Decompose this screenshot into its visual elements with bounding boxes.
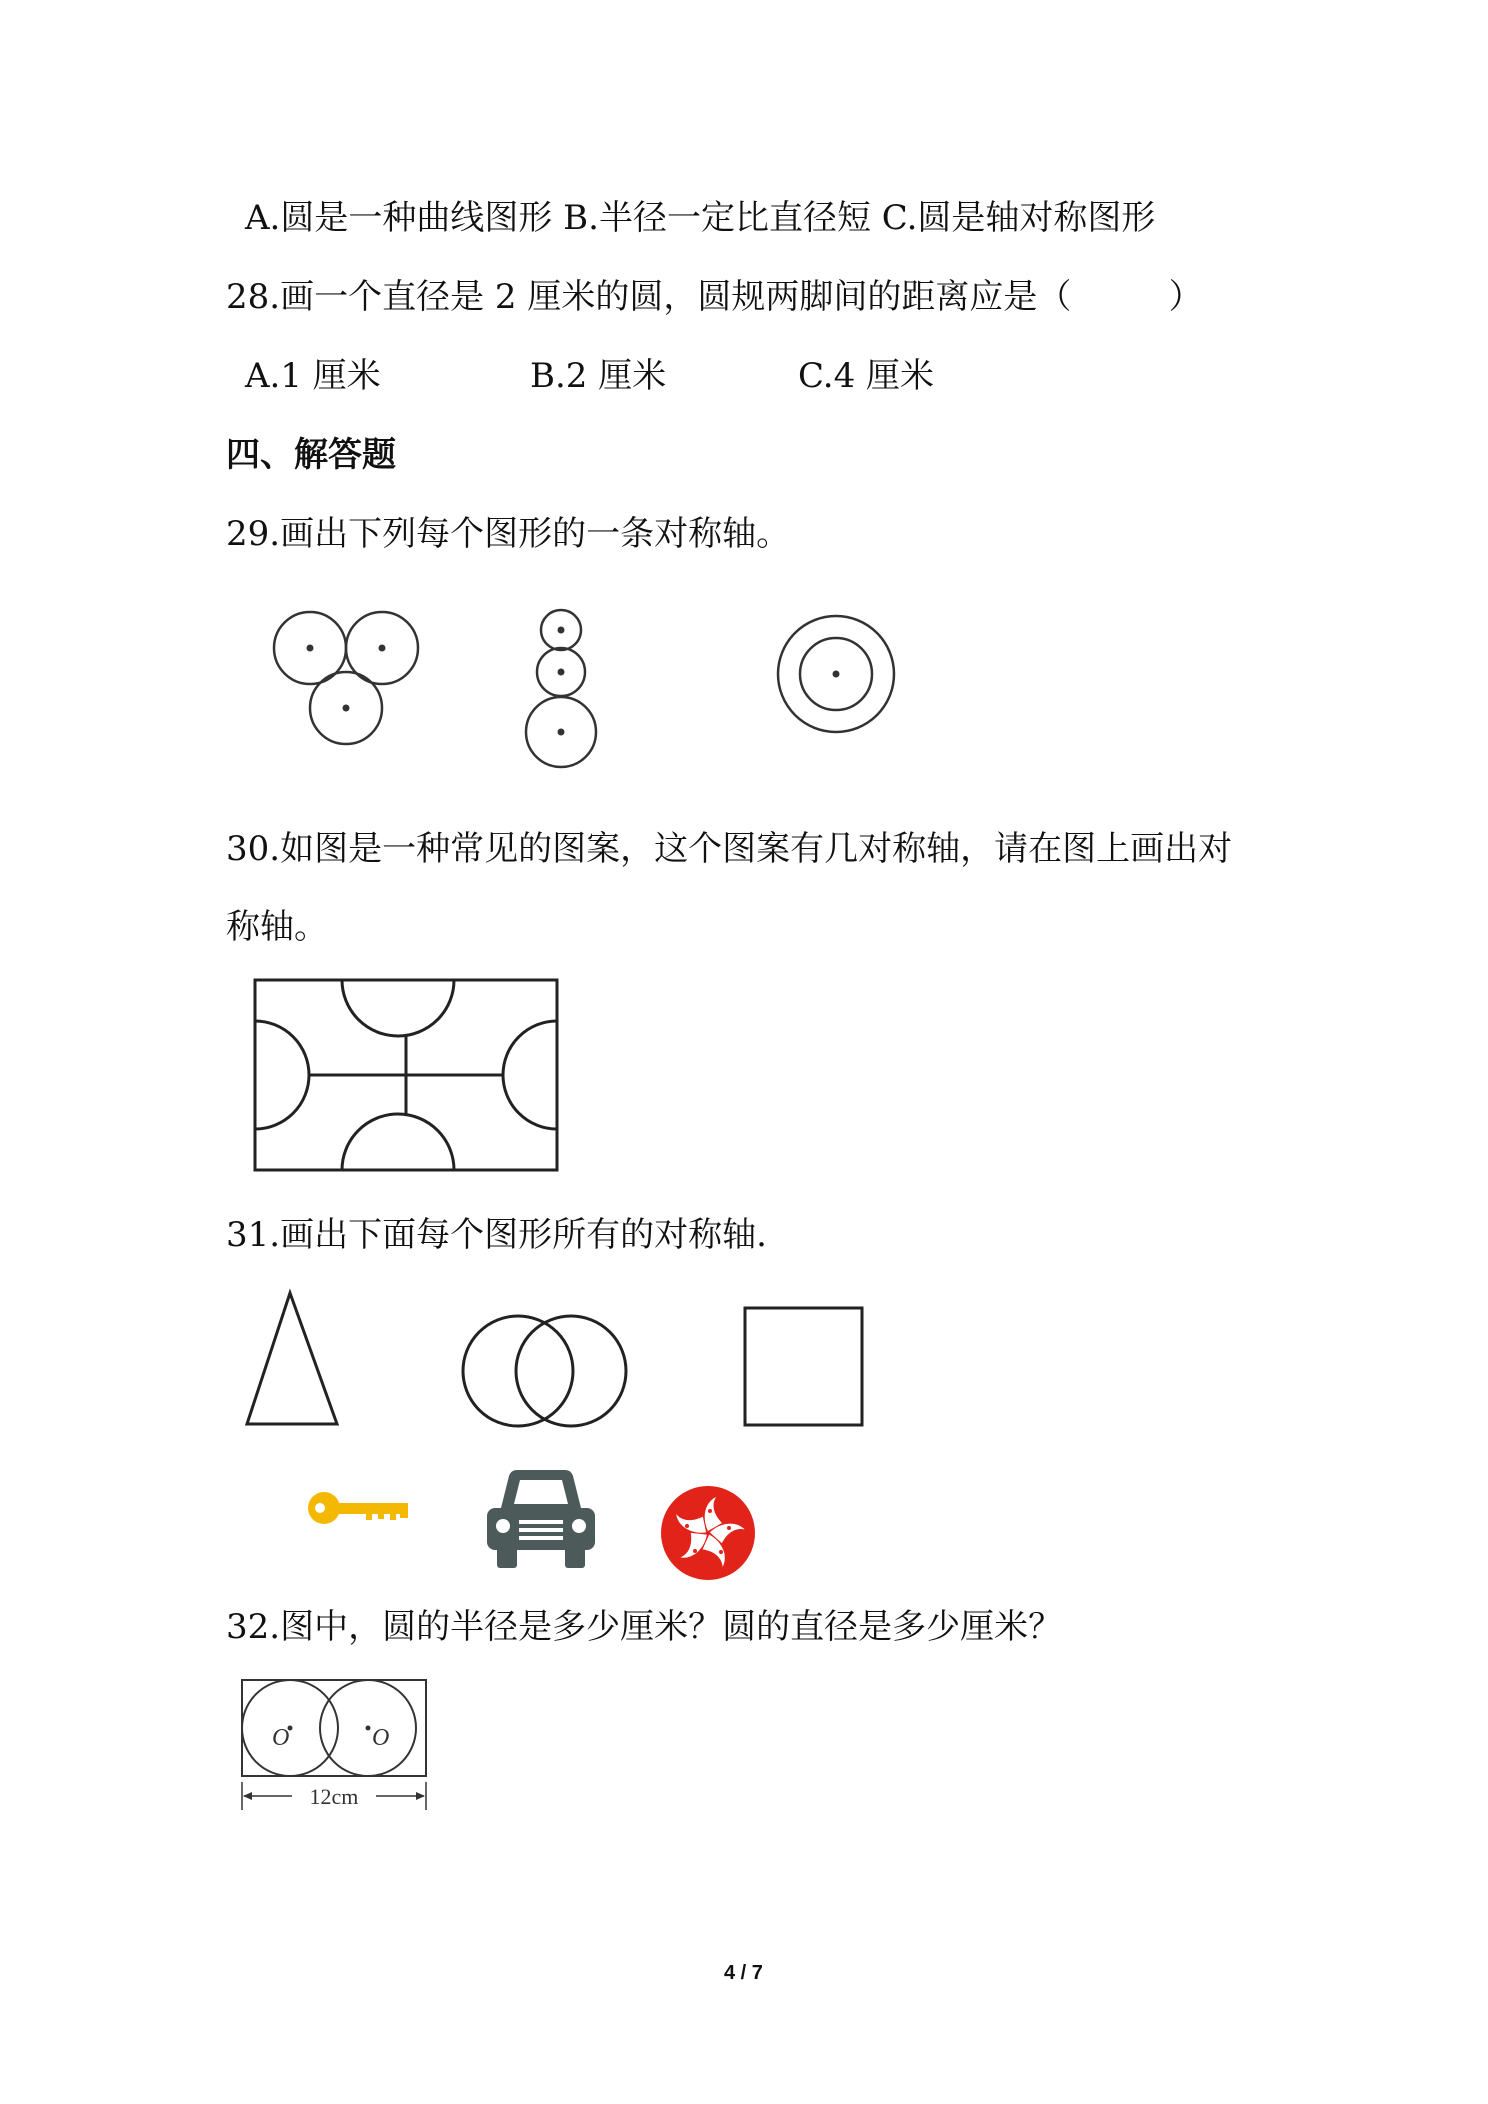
center-label-left: O xyxy=(272,1725,290,1751)
q28-option-c: C.4 厘米 xyxy=(798,356,935,396)
q31-figures xyxy=(240,1285,880,1590)
q29-question: 29.画出下列每个图形的一条对称轴。 xyxy=(226,514,791,554)
q29-figures xyxy=(260,590,920,780)
q27-options: A.圆是一种曲线图形 B.半径一定比直径短 C.圆是轴对称图形 xyxy=(245,198,1156,238)
q30-question-line2: 称轴。 xyxy=(226,907,328,947)
bauhinia-flag-icon xyxy=(661,1486,755,1580)
q28-option-b: B.2 厘米 xyxy=(530,356,667,396)
q30-pattern-figure xyxy=(250,975,570,1175)
q32-question: 32.图中，圆的半径是多少厘米？圆的直径是多少厘米？ xyxy=(226,1607,1063,1647)
square-figure xyxy=(745,1308,862,1425)
q30-question-line1: 30.如图是一种常见的图案，这个图案有几对称轴，请在图上画出对 xyxy=(226,829,1233,869)
q28-option-a: A.1 厘米 xyxy=(245,356,381,396)
width-label: 12cm xyxy=(309,1784,359,1809)
q32-circles-figure xyxy=(232,1676,432,1836)
q31-question: 31.画出下面每个图形所有的对称轴. xyxy=(226,1215,767,1255)
three-circles-figure xyxy=(274,612,418,744)
snowman-circles-figure xyxy=(526,610,596,767)
key-icon xyxy=(308,1492,408,1524)
center-label-right: O xyxy=(372,1725,390,1751)
isosceles-triangle-figure xyxy=(247,1293,337,1424)
q28-question: 28.画一个直径是 2 厘米的圆，圆规两脚间的距离应是（ ） xyxy=(226,277,1203,317)
section-title: 四、解答题 xyxy=(226,435,396,475)
car-icon xyxy=(487,1470,595,1568)
overlapping-circles-figure xyxy=(463,1316,626,1426)
page-number: 4 / 7 xyxy=(724,1962,763,1984)
